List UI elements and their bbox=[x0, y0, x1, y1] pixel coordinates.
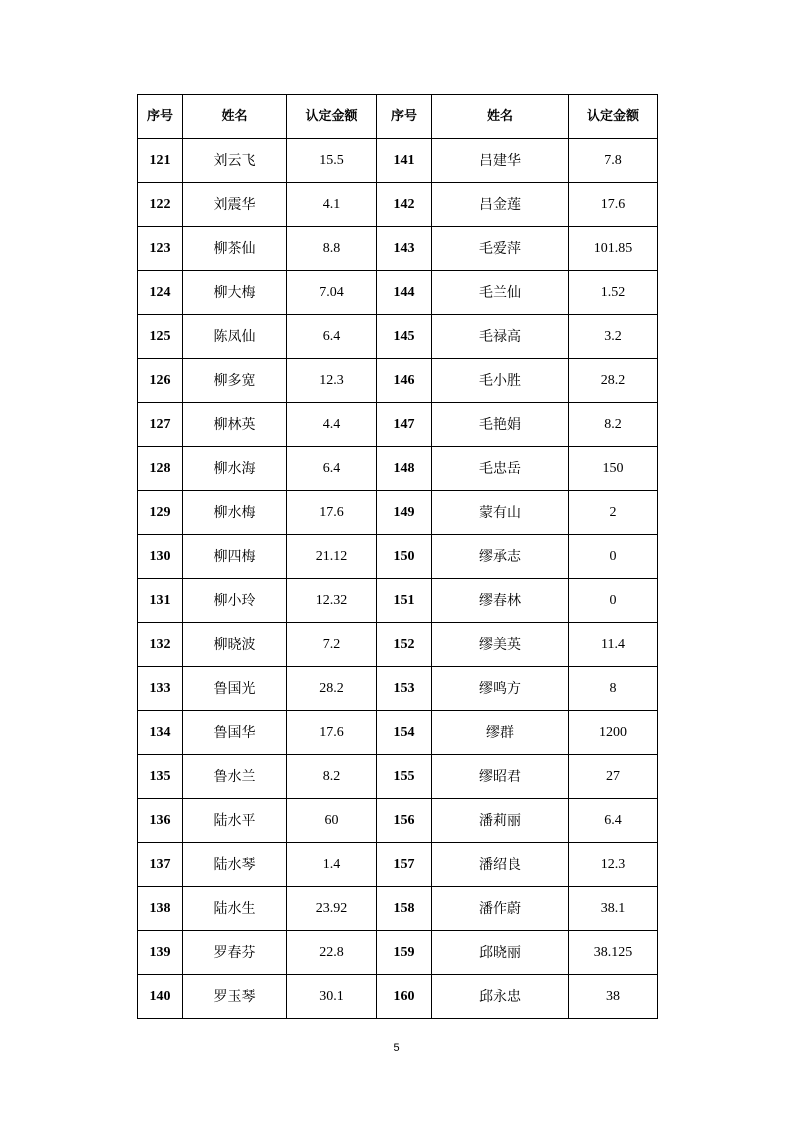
name-cell: 柳水海 bbox=[183, 447, 287, 491]
name-cell: 毛兰仙 bbox=[432, 271, 569, 315]
name-cell: 鲁水兰 bbox=[183, 755, 287, 799]
serial-cell: 145 bbox=[377, 315, 432, 359]
serial-cell: 154 bbox=[377, 711, 432, 755]
amount-cell: 8.8 bbox=[287, 227, 377, 271]
amount-cell: 4.4 bbox=[287, 403, 377, 447]
amount-cell: 38.125 bbox=[569, 931, 658, 975]
amount-cell: 1.4 bbox=[287, 843, 377, 887]
name-cell: 毛小胜 bbox=[432, 359, 569, 403]
amount-cell: 17.6 bbox=[287, 491, 377, 535]
header-amount: 认定金额 bbox=[569, 95, 658, 139]
name-cell: 陆水琴 bbox=[183, 843, 287, 887]
table-row bbox=[138, 843, 658, 887]
name-cell: 柳水梅 bbox=[183, 491, 287, 535]
serial-cell: 155 bbox=[377, 755, 432, 799]
serial-cell: 141 bbox=[377, 139, 432, 183]
serial-cell: 151 bbox=[377, 579, 432, 623]
name-cell: 缪鸣方 bbox=[432, 667, 569, 711]
serial-cell: 150 bbox=[377, 535, 432, 579]
serial-cell: 138 bbox=[138, 887, 183, 931]
table-row bbox=[138, 139, 658, 183]
serial-cell: 143 bbox=[377, 227, 432, 271]
table-row bbox=[138, 799, 658, 843]
name-cell: 吕金莲 bbox=[432, 183, 569, 227]
name-cell: 毛禄高 bbox=[432, 315, 569, 359]
amount-cell: 12.3 bbox=[569, 843, 658, 887]
header-name: 姓名 bbox=[432, 95, 569, 139]
serial-cell: 142 bbox=[377, 183, 432, 227]
name-cell: 缪美英 bbox=[432, 623, 569, 667]
amount-cell: 60 bbox=[287, 799, 377, 843]
name-cell: 陈凤仙 bbox=[183, 315, 287, 359]
name-cell: 缪群 bbox=[432, 711, 569, 755]
header-amount: 认定金额 bbox=[287, 95, 377, 139]
amount-cell: 30.1 bbox=[287, 975, 377, 1019]
header-serial: 序号 bbox=[377, 95, 432, 139]
amount-cell: 11.4 bbox=[569, 623, 658, 667]
name-cell: 柳多宽 bbox=[183, 359, 287, 403]
name-cell: 柳林英 bbox=[183, 403, 287, 447]
table-row bbox=[138, 535, 658, 579]
serial-cell: 125 bbox=[138, 315, 183, 359]
name-cell: 缪春林 bbox=[432, 579, 569, 623]
serial-cell: 157 bbox=[377, 843, 432, 887]
amount-cell: 38 bbox=[569, 975, 658, 1019]
serial-cell: 126 bbox=[138, 359, 183, 403]
amount-cell: 17.6 bbox=[569, 183, 658, 227]
amount-cell: 8.2 bbox=[287, 755, 377, 799]
amount-cell: 7.04 bbox=[287, 271, 377, 315]
serial-cell: 131 bbox=[138, 579, 183, 623]
amount-cell: 6.4 bbox=[287, 447, 377, 491]
amount-cell: 4.1 bbox=[287, 183, 377, 227]
table-row bbox=[138, 491, 658, 535]
serial-cell: 124 bbox=[138, 271, 183, 315]
amount-cell: 27 bbox=[569, 755, 658, 799]
table-row bbox=[138, 315, 658, 359]
serial-cell: 135 bbox=[138, 755, 183, 799]
serial-cell: 130 bbox=[138, 535, 183, 579]
name-cell: 柳小玲 bbox=[183, 579, 287, 623]
page-number: 5 bbox=[393, 1042, 400, 1054]
serial-cell: 122 bbox=[138, 183, 183, 227]
serial-cell: 153 bbox=[377, 667, 432, 711]
serial-cell: 156 bbox=[377, 799, 432, 843]
amount-table bbox=[137, 94, 658, 1019]
name-cell: 刘云飞 bbox=[183, 139, 287, 183]
amount-cell: 12.32 bbox=[287, 579, 377, 623]
amount-cell: 101.85 bbox=[569, 227, 658, 271]
table-row bbox=[138, 711, 658, 755]
amount-cell: 23.92 bbox=[287, 887, 377, 931]
name-cell: 罗玉琴 bbox=[183, 975, 287, 1019]
amount-cell: 8 bbox=[569, 667, 658, 711]
serial-cell: 159 bbox=[377, 931, 432, 975]
serial-cell: 160 bbox=[377, 975, 432, 1019]
amount-cell: 2 bbox=[569, 491, 658, 535]
serial-cell: 152 bbox=[377, 623, 432, 667]
serial-cell: 144 bbox=[377, 271, 432, 315]
name-cell: 陆水生 bbox=[183, 887, 287, 931]
amount-cell: 7.2 bbox=[287, 623, 377, 667]
name-cell: 毛忠岳 bbox=[432, 447, 569, 491]
table-row bbox=[138, 975, 658, 1019]
serial-cell: 133 bbox=[138, 667, 183, 711]
table-row bbox=[138, 623, 658, 667]
name-cell: 邱晓丽 bbox=[432, 931, 569, 975]
serial-cell: 128 bbox=[138, 447, 183, 491]
serial-cell: 132 bbox=[138, 623, 183, 667]
amount-cell: 7.8 bbox=[569, 139, 658, 183]
table-row bbox=[138, 403, 658, 447]
name-cell: 潘莉丽 bbox=[432, 799, 569, 843]
name-cell: 柳茶仙 bbox=[183, 227, 287, 271]
name-cell: 潘绍良 bbox=[432, 843, 569, 887]
amount-cell: 12.3 bbox=[287, 359, 377, 403]
amount-cell: 15.5 bbox=[287, 139, 377, 183]
serial-cell: 146 bbox=[377, 359, 432, 403]
name-cell: 毛爱萍 bbox=[432, 227, 569, 271]
name-cell: 潘作蔚 bbox=[432, 887, 569, 931]
header-name: 姓名 bbox=[183, 95, 287, 139]
name-cell: 刘震华 bbox=[183, 183, 287, 227]
name-cell: 邱永忠 bbox=[432, 975, 569, 1019]
serial-cell: 121 bbox=[138, 139, 183, 183]
amount-cell: 38.1 bbox=[569, 887, 658, 931]
amount-cell: 22.8 bbox=[287, 931, 377, 975]
table-row bbox=[138, 183, 658, 227]
amount-cell: 28.2 bbox=[287, 667, 377, 711]
amount-cell: 21.12 bbox=[287, 535, 377, 579]
amount-cell: 6.4 bbox=[287, 315, 377, 359]
serial-cell: 123 bbox=[138, 227, 183, 271]
name-cell: 缪昭君 bbox=[432, 755, 569, 799]
name-cell: 陆水平 bbox=[183, 799, 287, 843]
table-row bbox=[138, 359, 658, 403]
table-row bbox=[138, 667, 658, 711]
name-cell: 罗春芬 bbox=[183, 931, 287, 975]
amount-cell: 3.2 bbox=[569, 315, 658, 359]
table-row bbox=[138, 579, 658, 623]
table-header-row bbox=[138, 95, 658, 139]
serial-cell: 129 bbox=[138, 491, 183, 535]
amount-cell: 150 bbox=[569, 447, 658, 491]
serial-cell: 147 bbox=[377, 403, 432, 447]
table-row bbox=[138, 755, 658, 799]
serial-cell: 134 bbox=[138, 711, 183, 755]
amount-cell: 17.6 bbox=[287, 711, 377, 755]
serial-cell: 140 bbox=[138, 975, 183, 1019]
amount-cell: 0 bbox=[569, 535, 658, 579]
header-serial: 序号 bbox=[138, 95, 183, 139]
name-cell: 柳晓波 bbox=[183, 623, 287, 667]
name-cell: 柳四梅 bbox=[183, 535, 287, 579]
serial-cell: 139 bbox=[138, 931, 183, 975]
table-row bbox=[138, 271, 658, 315]
table-row bbox=[138, 227, 658, 271]
serial-cell: 149 bbox=[377, 491, 432, 535]
amount-cell: 28.2 bbox=[569, 359, 658, 403]
name-cell: 缪承志 bbox=[432, 535, 569, 579]
name-cell: 柳大梅 bbox=[183, 271, 287, 315]
name-cell: 鲁国华 bbox=[183, 711, 287, 755]
amount-cell: 1.52 bbox=[569, 271, 658, 315]
name-cell: 毛艳娟 bbox=[432, 403, 569, 447]
name-cell: 鲁国光 bbox=[183, 667, 287, 711]
table-row bbox=[138, 931, 658, 975]
serial-cell: 136 bbox=[138, 799, 183, 843]
name-cell: 吕建华 bbox=[432, 139, 569, 183]
amount-cell: 8.2 bbox=[569, 403, 658, 447]
amount-cell: 0 bbox=[569, 579, 658, 623]
serial-cell: 127 bbox=[138, 403, 183, 447]
table-body bbox=[138, 139, 658, 1019]
serial-cell: 148 bbox=[377, 447, 432, 491]
serial-cell: 137 bbox=[138, 843, 183, 887]
amount-cell: 6.4 bbox=[569, 799, 658, 843]
name-cell: 蒙有山 bbox=[432, 491, 569, 535]
amount-cell: 1200 bbox=[569, 711, 658, 755]
serial-cell: 158 bbox=[377, 887, 432, 931]
table-row bbox=[138, 887, 658, 931]
table-row bbox=[138, 447, 658, 491]
